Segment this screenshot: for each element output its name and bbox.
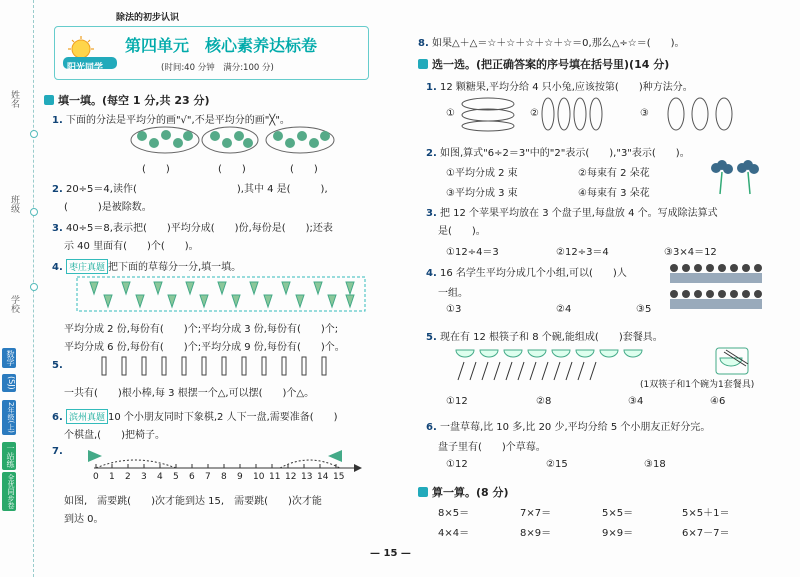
q3-line-1: 3. 40÷5＝8,表示把( )平均分成( )份,每份是( );还表 [52,223,333,234]
q4-line-2[interactable]: 平均分成 6 份,每份有( )个;平均分成 9 份,每份有( )个。 [64,342,345,353]
c5-option-4[interactable]: ④6 [710,396,726,407]
number-line-label: 3 [141,472,147,482]
section-calc-header [418,484,509,500]
leaf-group-1 [131,127,199,153]
spine-tag-grade: 2年级(上) [2,400,16,435]
page-number: — 15 — [370,548,411,559]
q1-leaf-groups [130,126,360,156]
number-line-label: 10 [253,472,265,482]
calc-item[interactable]: 5×5＋1＝ [682,508,730,519]
binding-strip [0,0,34,577]
number-line-label: 8 [221,472,227,482]
calc-item[interactable]: 5×5＝ [602,508,634,519]
q7-number: 7. [52,446,63,457]
section-choice-header [418,56,669,72]
grasshopper-left-icon [88,450,102,462]
calc-item[interactable]: 8×9＝ [520,528,552,539]
q8-text: 8. 如果△＋△＝☆＋☆＋☆＋☆＋☆＝0,那么△÷☆＝( )。 [418,38,685,49]
number-line-label: 7 [205,472,211,482]
number-line-label: 1 [109,472,115,482]
c2-text: 2. 如图,算式"6÷2＝3"中的"2"表示( ),"3"表示( )。 [426,148,690,159]
number-line-label: 14 [317,472,329,482]
q1-blank-1[interactable]: ( ) [142,164,170,175]
calc-item[interactable]: 9×9＝ [602,528,634,539]
section-fill-in-header [44,92,210,108]
c3-option-2[interactable]: ②12÷3＝4 [556,247,609,258]
number-line-label: 5 [173,472,179,482]
c3-line-2[interactable]: 是( )。 [438,226,486,237]
c6-line-2[interactable]: 盘子里有( )个草莓。 [438,442,546,453]
number-line-label: 12 [285,472,297,482]
section-calc-title: 算一算。(8 分) [432,486,509,499]
q1-blank-2[interactable]: ( ) [218,164,246,175]
number-line-label: 15 [333,472,345,482]
binding-hole [30,283,38,291]
leaf-group-3 [266,127,334,153]
calc-item[interactable]: 6×7－7＝ [682,528,730,539]
spine-tag-subject: 数学 [2,348,16,368]
c6-option-3[interactable]: ③18 [644,459,666,470]
students-icon [668,262,786,318]
c6-option-2[interactable]: ②15 [546,459,568,470]
number-line-label: 0 [93,472,99,482]
q3-line-2[interactable]: 示 40 里面有( )个( )。 [64,241,199,252]
c5-text: 5. 现在有 12 根筷子和 8 个碗,能组成( )套餐具。 [426,332,663,343]
c4-option-1[interactable]: ①3 [446,304,462,315]
number-line-label: 11 [269,472,281,482]
strawberry-group [76,276,366,312]
class-label: 班级 [9,195,19,213]
spine-tag-series: 一站练 [2,442,16,470]
q4-text: 4. 枣庄真题 把下面的草莓分一分,填一填。 [52,258,241,274]
binding-hole [30,208,38,216]
c4-line-1: 4. 16 名学生平均分成几个小组,可以( )人 [426,268,627,279]
calc-item[interactable]: 4×4＝ [438,528,470,539]
calc-item[interactable]: 8×5＝ [438,508,470,519]
c4-option-2[interactable]: ②4 [556,304,572,315]
logo-text: 阳光同学 [67,63,104,73]
q1-text: 1. 下面的分法是平均分的画"√",不是平均分的画"╳"。 [52,115,290,126]
c2-option-2[interactable]: ②每束有 2 朵花 [578,168,650,179]
q4-line-1[interactable]: 平均分成 2 份,每份有( )个;平均分成 3 份,每份有( )个; [64,324,339,335]
binding-hole [30,130,38,138]
number-line-label: 9 [237,472,243,482]
c1-text: 1. 12 颗糖果,平均分给 4 只小兔,应该按第( )种方法分。 [426,82,693,93]
q1-blank-3[interactable]: ( ) [290,164,318,175]
q7-line-1[interactable]: 如图, 需要跳( )次才能到达 15, 需要跳( )次才能 [64,496,322,507]
c5-note: (1双筷子和1个碗为1套餐具) [640,380,755,390]
section-fill-in-title: 填一填。(每空 1 分,共 23 分) [58,94,210,107]
q5-text[interactable]: 一共有( )根小棒,每 3 根摆一个△,可以摆( )个△。 [64,388,315,399]
c3-line-1: 3. 把 12 个苹果平均放在 3 个盘子里,每盘放 4 个。写成除法算式 [426,208,718,219]
calc-item[interactable]: 7×7＝ [520,508,552,519]
leaf-group-2 [202,127,258,153]
q6-line-2[interactable]: 个棋盘,( )把椅子。 [64,430,165,441]
source-badge: 枣庄真题 [66,259,108,274]
number-line-label: 4 [157,472,163,482]
header-box [54,26,369,80]
c3-option-1[interactable]: ①12÷4＝3 [446,247,499,258]
spine-tag-brand: 全优同步卷 [2,472,16,511]
q7-line-2: 到达 0。 [64,514,104,525]
c2-option-3[interactable]: ③平均分成 3 束 [446,188,518,199]
section-marker-icon [44,95,54,105]
school-label: 学校 [9,295,19,313]
page-title: 第四单元 核心素养达标卷 [125,36,318,55]
q2-line-1: 2. 20÷5＝4,读作( ),其中 4 是( ), [52,184,328,195]
c3-option-3[interactable]: ③3×4＝12 [664,247,717,258]
q6-line-1: 6. 滨州真题 10 个小朋友同时下象棋,2 人下一盘,需要准备( ) [52,408,338,424]
c5-option-3[interactable]: ③4 [628,396,644,407]
section-choice-title: 选一选。(把正确答案的序号填在括号里)(14 分) [432,58,670,71]
flower-bouquets-icon [706,160,766,196]
c1-option-2[interactable]: ② [530,108,539,119]
c2-option-4[interactable]: ④每束有 3 朵花 [578,188,650,199]
candy-groupings [458,96,778,132]
unit-subtitle: 除法的初步认识 [116,13,180,23]
number-line-label: 13 [301,472,313,482]
c1-option-1[interactable]: ① [446,108,455,119]
c4-line-2: 一组。 [438,288,468,299]
section-marker-icon [418,59,428,69]
number-line-label: 6 [189,472,195,482]
sticks-icon [100,356,340,376]
section-marker-icon [418,487,428,497]
c1-option-3[interactable]: ③ [640,108,649,119]
c5-option-1[interactable]: ①12 [446,396,468,407]
time-score-info: (时间:40 分钟 满分:100 分) [161,63,274,73]
grasshopper-right-icon [328,450,342,462]
q2-line-2[interactable]: ( )是被除数。 [64,202,152,213]
spine-tag-edition: (SJ) [2,374,16,392]
c6-option-1[interactable]: ①12 [446,459,468,470]
c5-option-2[interactable]: ②8 [536,396,552,407]
name-label: 姓名 [9,90,19,108]
c2-option-1[interactable]: ①平均分成 2 束 [446,168,518,179]
c4-option-3[interactable]: ③5 [636,304,652,315]
source-badge: 滨州真题 [66,409,108,424]
q5-number: 5. [52,360,63,371]
c6-line-1: 6. 一盘草莓,比 10 多,比 20 少,平均分给 5 个小朋友正好分完。 [426,422,711,433]
number-line-label: 2 [125,472,131,482]
